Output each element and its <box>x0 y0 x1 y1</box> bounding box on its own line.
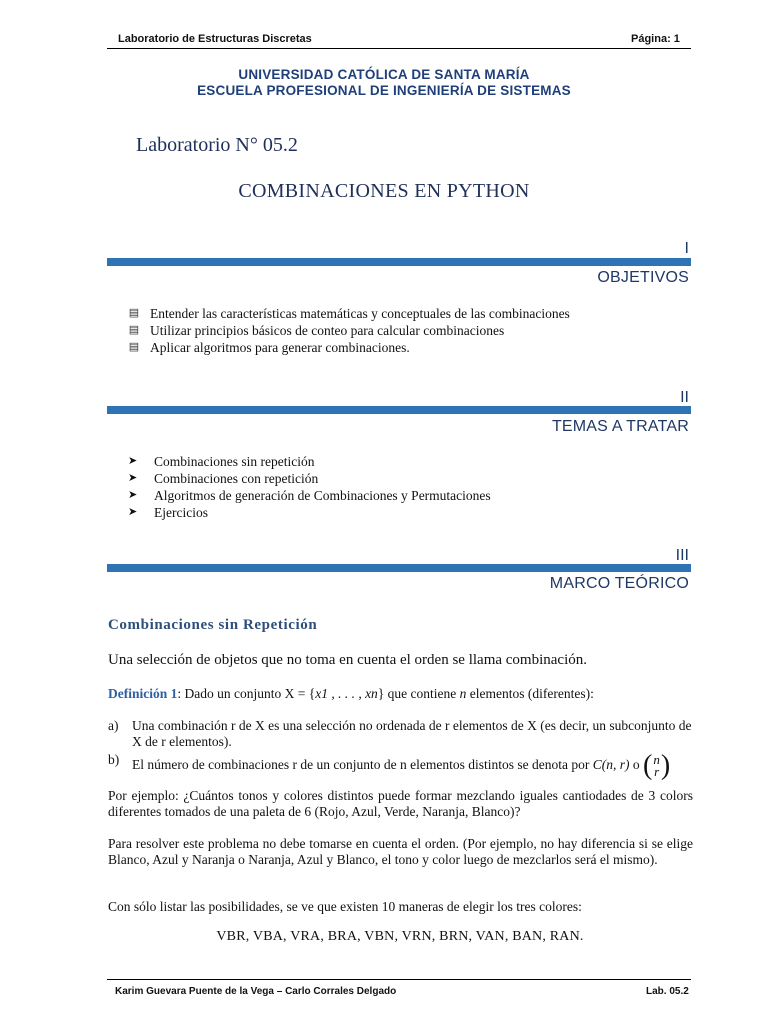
notepad-icon: ▤ <box>128 324 140 336</box>
list-item-text: Combinaciones con repetición <box>154 471 319 486</box>
arrow-bullet-icon: ➤ <box>128 489 138 501</box>
section-title: MARCO TEÓRICO <box>549 575 689 592</box>
section-title: TEMAS A TRATAR <box>551 418 689 435</box>
item-label: b) <box>108 752 120 767</box>
page-header-right: Página: 1 <box>631 33 680 45</box>
list-item-text: Ejercicios <box>154 505 208 520</box>
list-item-text: Aplicar algoritmos para generar combinaciones. <box>150 340 410 355</box>
definition-text: } que contiene <box>377 686 460 701</box>
notepad-icon: ▤ <box>128 307 140 319</box>
arrow-bullet-icon: ➤ <box>128 455 138 467</box>
header-rule <box>107 48 691 49</box>
definition-paragraph <box>108 686 693 702</box>
list-item-text: Combinaciones sin repetición <box>154 454 315 469</box>
list-item-text: Entender las características matemáticas y conceptuales de las combinaciones <box>150 306 570 321</box>
objetivos-list <box>128 305 570 356</box>
definition-label: Definición 1 <box>108 686 178 701</box>
footer-authors: Karim Guevara Puente de la Vega – Carlo Corrales Delgado <box>115 986 397 997</box>
list-item <box>128 487 491 504</box>
item-label: a) <box>108 718 119 733</box>
section-divider <box>107 258 691 266</box>
list-item <box>128 504 491 521</box>
section-divider <box>107 406 691 414</box>
definition-text: elementos (diferentes): <box>466 686 594 701</box>
footer-lab: Lab. 05.2 <box>646 986 689 997</box>
list-item <box>128 453 491 470</box>
section-divider <box>107 564 691 572</box>
combinations-list: VBR, VBA, VRA, BRA, VBN, VRN, BRN, VAN, BAN, RAN. <box>216 929 584 944</box>
list-item <box>128 339 570 356</box>
notepad-icon: ▤ <box>128 341 140 353</box>
item-text: Una combinación r de X es una selección no ordenada de r elementos de X (es decir, un subconjunto de X de r elementos). <box>132 718 692 749</box>
definition-item-a <box>108 718 693 750</box>
definition-set: x1 , . . . , xn <box>315 686 378 701</box>
list-item <box>128 322 570 339</box>
list-item <box>128 470 491 487</box>
item-text <box>132 752 693 780</box>
section-number: III <box>675 547 689 564</box>
resolution-paragraph: Para resolver este problema no debe tomarse en cuenta el orden. (Por ejemplo, no hay diferencia si se elige Blanco, Azul y Naranja o Naranja, Azul y Blanco, el tono y color luego de mezclarlos será el mismo). <box>108 836 693 867</box>
arrow-bullet-icon: ➤ <box>128 472 138 484</box>
lab-title: Laboratorio N° 05.2 <box>136 134 298 156</box>
binom-bottom: r <box>654 764 660 779</box>
definition-item-b <box>108 750 693 781</box>
subsection-heading: Combinaciones sin Repetición <box>108 617 318 633</box>
section-number: II <box>680 389 689 406</box>
definition-n: n <box>459 686 467 701</box>
combination-notation: C(n, r) <box>592 757 630 773</box>
temas-list <box>128 453 491 521</box>
page-header-left: Laboratorio de Estructuras Discretas <box>118 33 312 45</box>
footer-rule <box>107 979 691 980</box>
item-b-or: o <box>629 757 644 773</box>
intro-paragraph: Una selección de objetos que no toma en cuenta el orden se llama combinación. <box>108 652 587 668</box>
item-b-text: El número de combinaciones r de un conjunto de n elementos distintos se denota por <box>132 757 593 773</box>
list-item <box>128 305 570 322</box>
definition-text: : Dado un conjunto X = { <box>177 686 316 701</box>
section-number: I <box>684 240 689 257</box>
binom-top: n <box>653 752 660 767</box>
example-paragraph: Por ejemplo: ¿Cuántos tonos y colores distintos puede formar mezclando iguales cantiodades de 3 colors diferentes tomados de una paleta de 6 (Rojo, Azul, Verde, Naranja, Blanco)? <box>108 788 693 819</box>
arrow-bullet-icon: ➤ <box>128 506 138 518</box>
university-name: UNIVERSIDAD CATÓLICA DE SANTA MARÍA <box>238 67 530 82</box>
list-item-text: Algoritmos de generación de Combinaciones y Permutaciones <box>154 488 491 503</box>
section-title: OBJETIVOS <box>597 269 689 286</box>
school-name: ESCUELA PROFESIONAL DE INGENIERÍA DE SISTEMAS <box>197 83 571 98</box>
listing-paragraph: Con sólo listar las posibilidades, se ve que existen 10 maneras de elegir los tres colores: <box>108 899 582 914</box>
main-title: COMBINACIONES EN PYTHON <box>238 180 530 202</box>
list-item-text: Utilizar principios básicos de conteo para calcular combinaciones <box>150 323 505 338</box>
binomial-notation: ( n r ) <box>643 750 671 781</box>
